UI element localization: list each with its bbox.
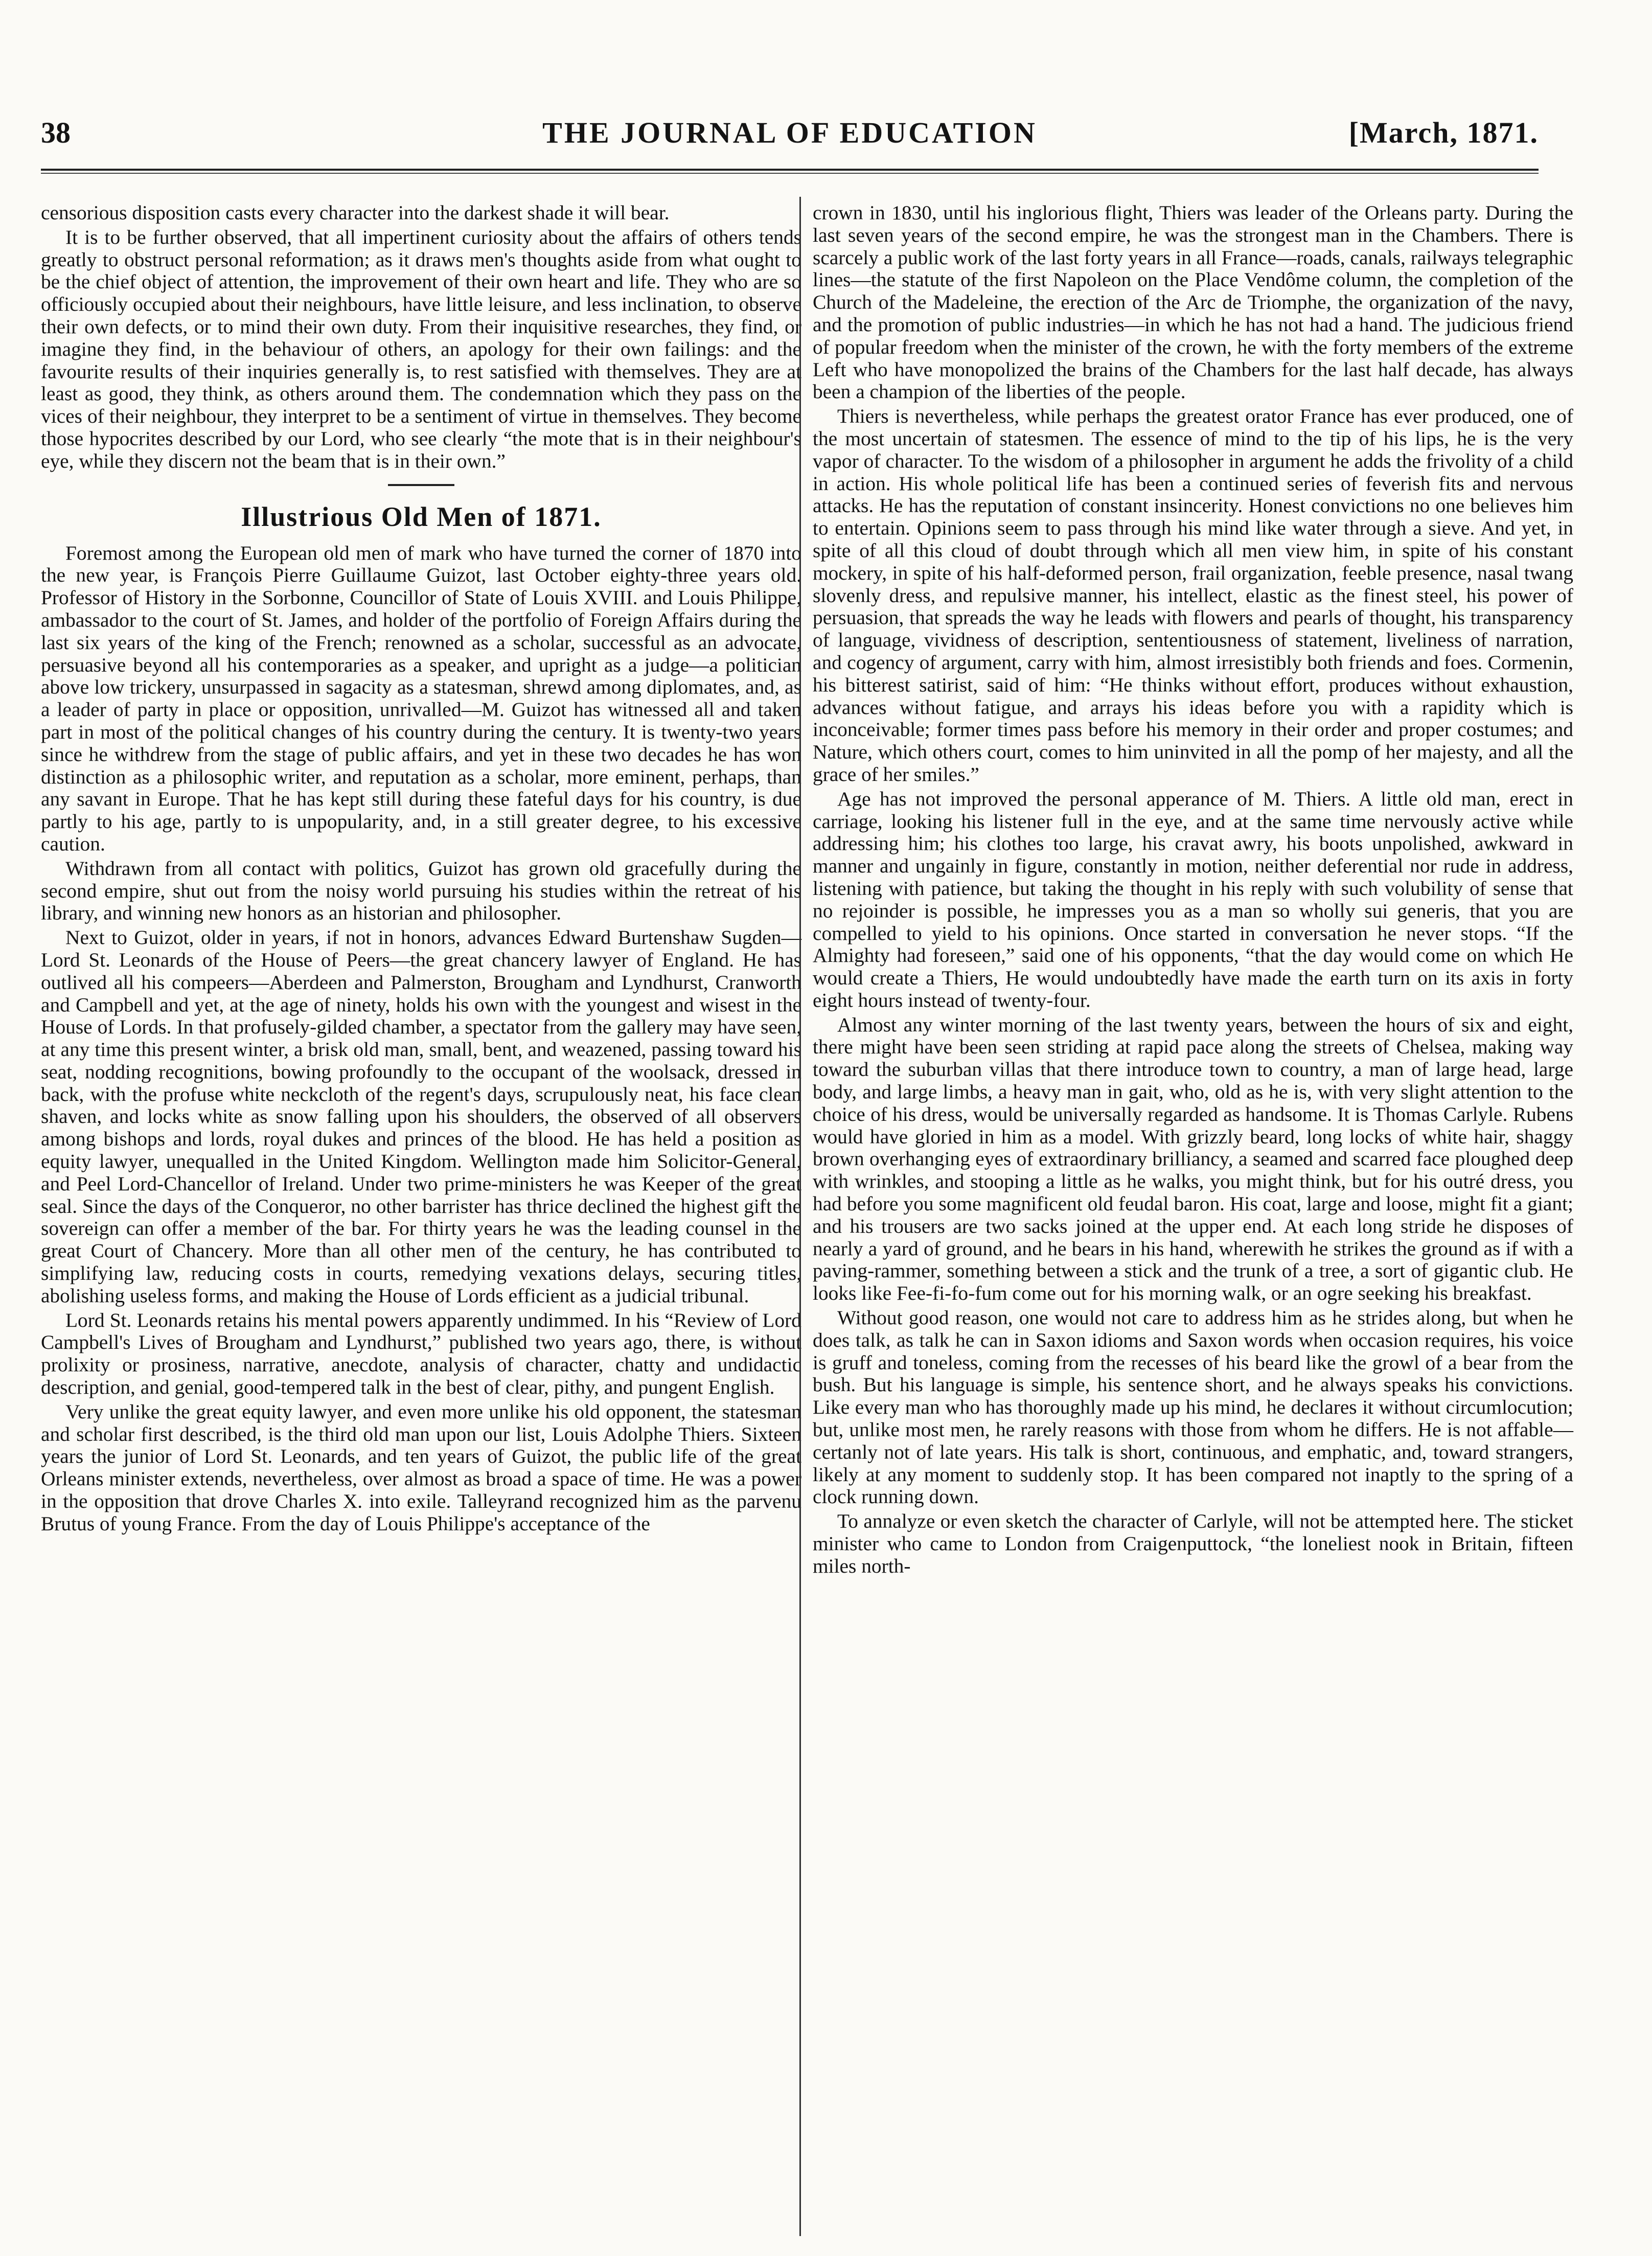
paragraph: Lord St. Leonards retains his mental powers apparently undimmed. In his “Review of Lord Campbell's Lives of Brougham and Lyndhurst,” published two years ago, there, is without prolixity or prosiness, narrative, anecdote, analysis of character, chatty and undidactic description, and genial, good-tempered talk in the best of clear, pithy, and pungent English.: [41, 1308, 801, 1399]
paragraph: Age has not improved the personal apperance of M. Thiers. A little old man, erect in carriage, looking his listener full in the eye, and at the same time nervously active while addressing him; his clothes too large, his cravat awry, his boots unpolished, awkward in manner and ungainly in figure, constantly in motion, neither deferential nor rude in address, listening with patience, but taking the thought in his reply with such volubility of sense that no rejoinder is possible, he impresses you as a man so wholly sui generis, that you are compelled to yield to his opinions. Once started in conversation he never stops. “If the Almighty had foreseen,” said one of his opponents, “that the day would come on which He would create a Thiers, He would undoubtedly have made the earth turn on its axis in forty eight hours instead of twenty-four.: [813, 787, 1573, 1011]
section-title: Illustrious Old Men of 1871.: [241, 501, 602, 532]
section-divider: [388, 484, 454, 486]
left-column: [41, 202, 801, 1537]
paragraph: It is to be further observed, that all impertinent curiosity about the affairs of others tends greatly to obstruct personal reformation; as it draws men's thoughts aside from what ought to be the chief object of attention, the improvement of their own heart and life. They who are so officiously occupied about their neighbours, have little leisure, and less inclination, to observe their own defects, or to mind their own duty. From their inquisitive researches, they find, or imagine they find, in the behaviour of others, an apology for their own failings: and the favourite results of their inquiries generally is, to rest satisfied with themselves. They are at least as good, they think, as others around them. The condemnation which they pass on the vices of their neighbour, they interpret to be a sentiment of virtue in themselves. They become those hypocrites described by our Lord, who see clearly “the mote that is in their neighbour's eye, while they discern not the beam that is in their own.”: [41, 225, 801, 472]
paragraph: Very unlike the great equity lawyer, and even more unlike his old opponent, the statesman and scholar first described, is the third old man upon our list, Louis Adolphe Thiers. Sixteen years the junior of Lord St. Leonards, and ten years of Guizot, the public life of the great Orleans minister extends, nevertheless, over almost as broad a space of time. He was a power in the opposition that drove Charles X. into exile. Talleyrand recognized him as the parvenu Brutus of young France. From the day of Louis Philippe's acceptance of the: [41, 1400, 801, 1535]
right-column: [813, 202, 1573, 1580]
column-divider: [799, 197, 801, 2236]
paragraph: Without good reason, one would not care to address him as he strides along, but when he does talk, as talk he can in Saxon idioms and Saxon words when occasion requires, his voice is gruff and toneless, coming from the recesses of his beard like the growl of a bear from the bush. But his language is simple, his sentence short, and he always speaks his convictions. Like every man who has thoroughly made up his mind, he declares it without circumlocution; but, unlike most men, he rarely reasons with those from whom he differs. He is not affable—certanly not of late years. His talk is short, continuous, and emphatic, and, toward strangers, likely at any moment to suddenly stop. It has been compared not inaptly to the spring of a clock running down.: [813, 1306, 1573, 1508]
paragraph: Next to Guizot, older in years, if not in honors, advances Edward Burtenshaw Sugden—Lord St. Leonards of the House of Peers—the great chancery lawyer of England. He has outlived all his compeers—Aberdeen and Palmerston, Brougham and Lyndhurst, Cranworth and Campbell and yet, at the age of ninety, holds his own with the youngest and wisest in the House of Lords. In that profusely-gilded chamber, a spectator from the gallery may have seen, at any time this present winter, a brisk old man, small, bent, and weazened, passing toward his seat, nodding recognitions, bowing profoundly to the occupant of the woolsack, dressed in back, with the profuse white neckcloth of the regent's days, scrupulously neat, his face clean shaven, and locks white as snow falling upon his shoulders, the observed of all observers among bishops and lords, royal dukes and princes of the blood. He has held a position as equity lawyer, unequalled in the United Kingdom. Wellington made him Solicitor-General, and Peel Lord-Chancellor of Ireland. Under two prime-ministers he was Keeper of the great seal. Since the days of the Conqueror, no other barrister has thrice declined the highest gift the sovereign can offer a member of the bar. For thirty years he was the leading counsel in the great Court of Chancery. More than all other men of the century, he has contributed to simplifying law, reducing costs in courts, remedying vexations delays, securing titles, abolishing useless forms, and making the House of Lords efficient as a judicial tribunal.: [41, 926, 801, 1307]
paragraph: censorious disposition casts every character into the darkest shade it will bear.: [41, 201, 670, 224]
paragraph: Foremost among the European old men of mark who have turned the corner of 1870 into the new year, is François Pierre Guillaume Guizot, last October eighty-three years old. Professor of History in the Sorbonne, Councillor of State of Louis XVIII. and Louis Philippe, ambassador to the court of St. James, and holder of the portfolio of Foreign Affairs during the last six years of the king of the French; renowned as a scholar, successful as an advocate, persuasive beyond all his contemporaries as a speaker, and upright as a judge—a politician above low trickery, unsurpassed in sagacity as a statesman, shrewd among diplomates, and, as a leader of party in place or opposition, unrivalled—M. Guizot has witnessed all and taken part in most of the political changes of his country during the century. It is twenty-two years since he withdrew from the stage of public affairs, and yet in these two decades he has won distinction as a philosophic writer, and reputation as a scholar, more eminent, perhaps, than any savant in Europe. That he has kept still during these fateful days for his country, is due partly to his age, partly to is unpopularity, and, in a still greater degree, to his excessive caution.: [41, 541, 801, 855]
page-number: 38: [41, 116, 71, 149]
header-rule: [41, 169, 1539, 174]
paragraph: Thiers is nevertheless, while perhaps the greatest orator France has ever produced, one of the most uncertain of statesmen. The essence of mind to the tip of his lips, he is the very vapor of character. To the wisdom of a philosopher in argument he adds the frivolity of a child in action. His whole political life has been a continued series of feverish fits and nervous attacks. He has the reputation of constant insincerity. Honest convictions no one believes him to entertain. Opinions seem to pass through his mind like water through a sieve. And yet, in spite of all this cloud of doubt through which all men view him, in spite of his constant mockery, in spite of his half-deformed person, frail organization, feeble presence, nasal twang slovenly dress, and repulsive manner, his intellect, elastic as the finest steel, his power of persuasion, that spreads the way he leads with flowers and pearls of thought, his transparency of language, vividness of description, sententiousness of statement, liveliness of narration, and cogency of argument, carry with him, almost irresistibly both friends and foes. Cormenin, his bitterest satirist, said of him: “He thinks without effort, produces without exhaustion, advances without fatigue, and arrays his ideas before you with a rapidity which is inconceivable; former times pass before his memory in their order and proper costumes; and Nature, which others court, comes to him uninvited in all the pomp of her majesty, and all the grace of her smiles.”: [813, 405, 1573, 786]
page-header: [41, 115, 1539, 151]
journal-title: THE JOURNAL OF EDUCATION: [542, 116, 1037, 149]
paragraph: crown in 1830, until his inglorious flight, Thiers was leader of the Orleans party. During the last seven years of the second empire, he was the strongest man in the Chambers. There is scarcely a public work of the last forty years in all France—roads, canals, railways telegraphic lines—the statute of the first Napoleon on the Place Vendôme column, the completion of the Church of the Madeleine, the erection of the Arc de Triomphe, the organization of the navy, and the promotion of public industries—in which he has not had a hand. The judicious friend of popular freedom when the minister of the crown, he with the forty members of the extreme Left who have monopolized the brains of the Chambers for the last half decade, has always been a champion of the liberties of the people.: [813, 201, 1573, 403]
paragraph: To annalyze or even sketch the character of Carlyle, will not be attempted here. The sticket minister who came to London from Craigenputtock, “the loneliest nook in Britain, fifteen miles north-: [813, 1510, 1573, 1577]
issue-date: [March, 1871.: [1348, 116, 1539, 149]
paragraph: Almost any winter morning of the last twenty years, between the hours of six and eight, there might have been seen striding at rapid pace along the streets of Chelsea, making way toward the suburban villas that there introduce town to country, a man of large head, large body, and large limbs, a heavy man in gait, who, old as he is, with very slight attention to the choice of his dress, would be universally regarded as handsome. It is Thomas Carlyle. Rubens would have gloried in him as a model. With grizzly beard, long locks of white hair, shaggy brown overhanging eyes of extraordinary brilliancy, a seamed and scarred face ploughed deep with wrinkles, and stooping a little as he walks, you might think, but for his outré dress, you had before you some magnificent old feudal baron. His coat, large and loose, might fit a giant; and his trousers are two sacks joined at the upper end. At each long stride he disposes of nearly a yard of ground, and he bears in his hand, wherewith he strikes the ground as if with a paving-rammer, something between a stick and the trunk of a tree, a sort of gigantic club. He looks like Fee-fi-fo-fum come out for his morning walk, or an ogre seeking his breakfast.: [813, 1013, 1573, 1305]
paragraph: Withdrawn from all contact with politics, Guizot has grown old gracefully during the second empire, shut out from the noisy world pursuing his studies within the retreat of his library, and winning new honors as an historian and philosopher.: [41, 857, 801, 925]
